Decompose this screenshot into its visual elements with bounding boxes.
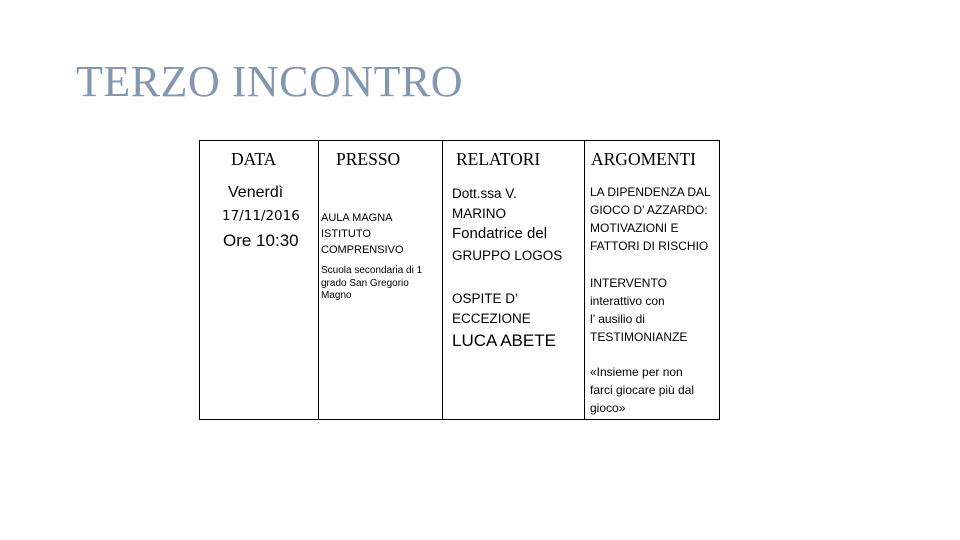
column-divider	[584, 141, 585, 419]
header-data: DATA	[231, 149, 277, 169]
topic-gambling-addiction: LA DIPENDENZA DAL GIOCO D’ AZZARDO: MOTIVAZIONI E FATTORI DI RISCHIO	[590, 185, 711, 253]
event-day: Venerdì	[228, 184, 284, 201]
topic-quote: «Insieme per non farci giocare più dal gioco»	[590, 365, 695, 415]
header-argomenti: ARGOMENTI	[591, 149, 696, 169]
speaker-organization: GRUPPO LOGOS	[452, 248, 563, 263]
venue-school: Scuola secondaria di 1 grado San Gregorio Magno	[321, 265, 423, 301]
guest-label: OSPITE D’ ECCEZIONE	[452, 291, 531, 327]
event-time: Ore 10:30	[223, 231, 299, 250]
event-date: 17/11/2016	[222, 208, 300, 224]
column-divider	[318, 141, 319, 419]
guest-name: LUCA ABETE	[452, 331, 556, 350]
slide-title: TERZO INCONTRO	[76, 57, 464, 106]
column-divider	[442, 141, 443, 419]
speaker-role: Fondatrice del	[452, 225, 548, 242]
venue-name: AULA MAGNA ISTITUTO COMPRENSIVO	[321, 212, 404, 256]
header-relatori: RELATORI	[456, 149, 541, 169]
speaker-name: Dott.ssa V. MARINO	[452, 186, 517, 222]
topic-interactive-session: INTERVENTO interattivo con l’ ausilio di TESTIMONIANZE	[590, 276, 688, 344]
schedule-table	[199, 140, 720, 420]
header-presso: PRESSO	[336, 149, 401, 169]
